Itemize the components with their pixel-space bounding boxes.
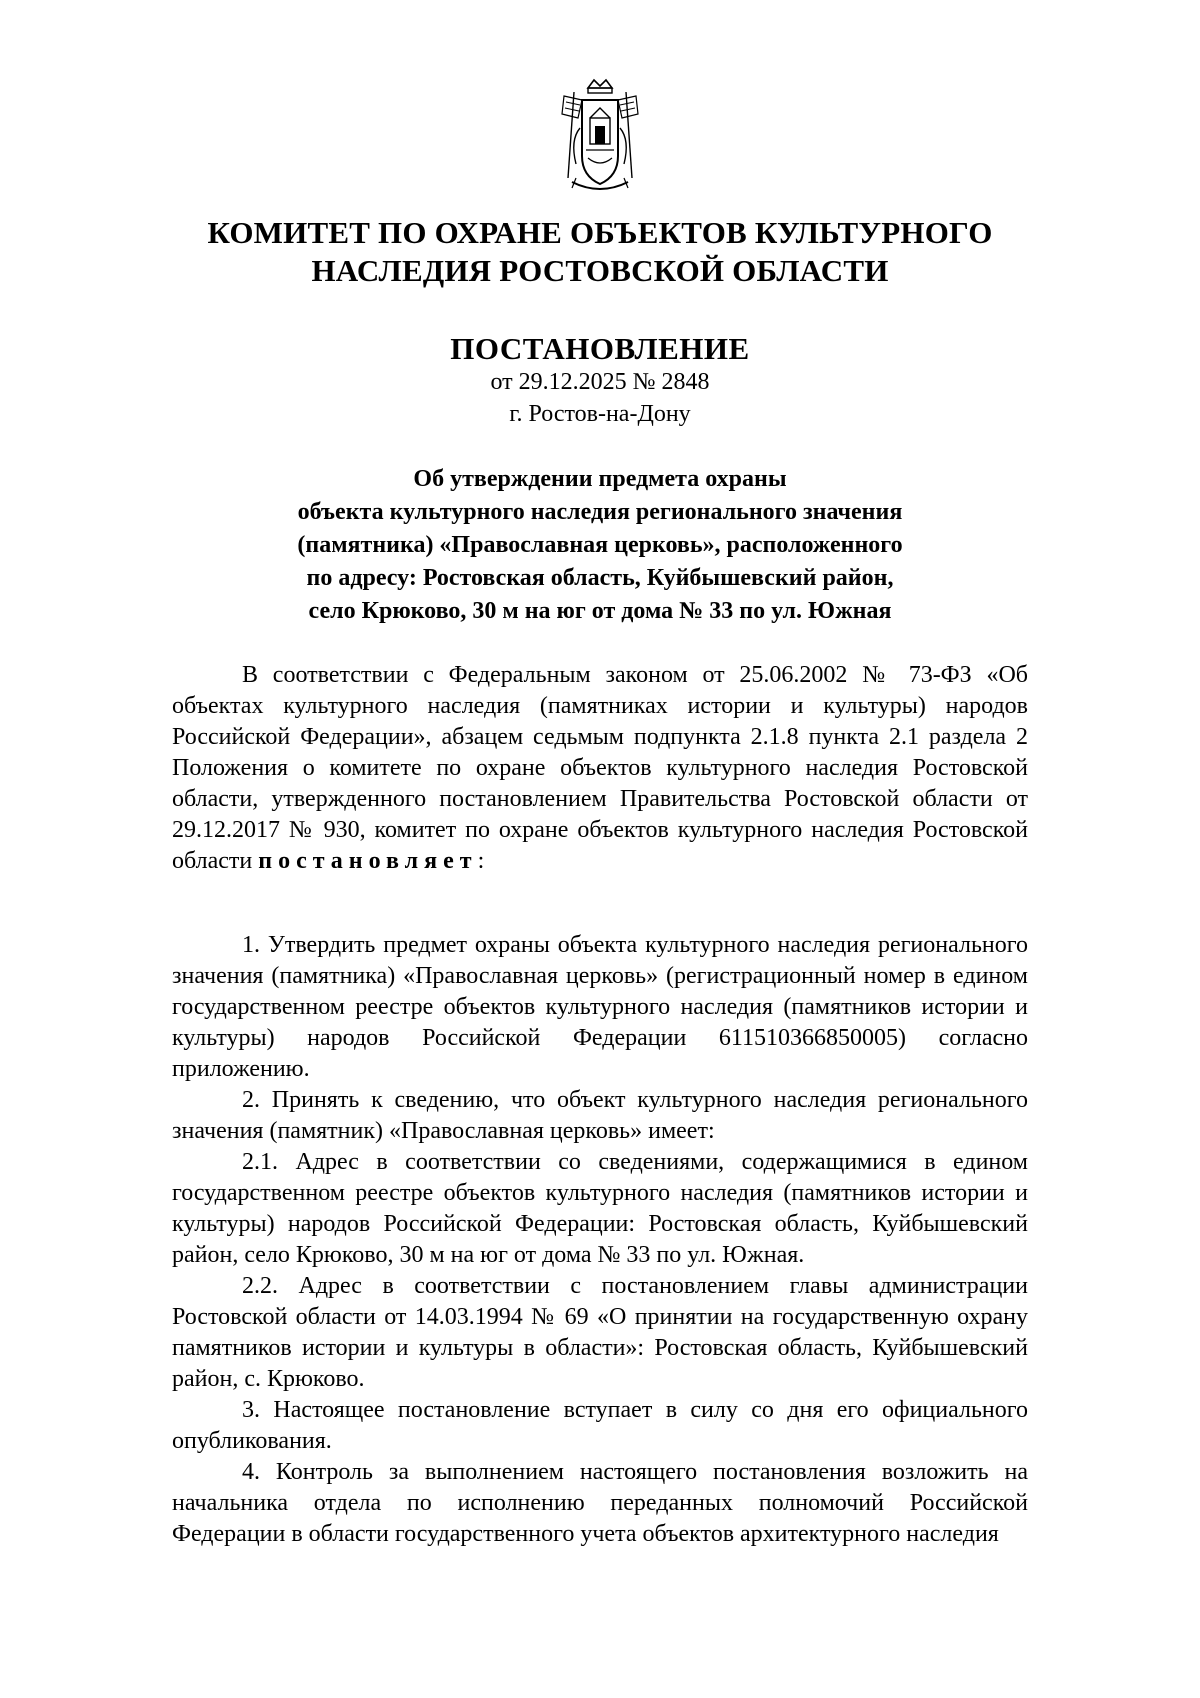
- document-number: от 29.12.2025 № 2848: [490, 369, 710, 395]
- header-title-line-2: НАСЛЕДИЯ РОСТОВСКОЙ ОБЛАСТИ: [311, 253, 889, 288]
- document-title-line-4: по адресу: Ростовская область, Куйбышевский район,: [306, 565, 894, 591]
- document-city: г. Ростов-на-Дону: [509, 401, 691, 427]
- decree-word: постановляет: [258, 848, 478, 874]
- resolution-item-3: 3. Настоящее постановление вступает в силу со дня его официального опубликования.: [172, 1397, 1028, 1454]
- header-title-line-1: КОМИТЕТ ПО ОХРАНЕ ОБЪЕКТОВ КУЛЬТУРНОГО: [207, 215, 993, 250]
- resolution-item-2-2: 2.2. Адрес в соответствии с постановлением главы администрации Ростовской области от 14.03.1994 № 69 «О принятии на государственную охрану памятников истории и культуры в области»: Ростовская область, Куйбышевский район, с. Крюково.: [172, 1273, 1028, 1392]
- document-title-line-5: село Крюково, 30 м на юг от дома № 33 по ул. Южная: [308, 598, 892, 624]
- preamble-paragraph: [172, 660, 1028, 877]
- preamble-colon: :: [477, 848, 485, 874]
- resolution-items: [172, 930, 1028, 1550]
- document-title-line-1: Об утверждении предмета охраны: [413, 466, 787, 492]
- preamble-text: В соответствии с Федеральным законом от 25.06.2002 № 73-ФЗ «Об объектах культурного наследия (памятниках истории и культуры) народов Российской Федерации», абзацем седьмым подпункта 2.1.8 пункта 2.1 раздела 2 Положения о комитете по охране объектов культурного наследия Ростовской области, утвержденного постановлением Правительства Ростовской области от 29.12.2017 № 930, комитет по охране объектов культурного наследия Ростовской области: [172, 662, 1028, 874]
- resolution-item-2-1: 2.1. Адрес в соответствии со сведениями, содержащимися в едином государственном реестре объектов культурного наследия (памятников истории и культуры) народов Российской Федерации: Ростовская область, Куйбышевский район, село Крюково, 30 м на юг от дома № 33 по ул. Южная.: [172, 1149, 1028, 1268]
- resolution-item-1: 1. Утвердить предмет охраны объекта культурного наследия регионального значения (памятника) «Православная церковь» (регистрационный номер в едином государственном реестре объектов культурного наследия (памятников истории и культуры) народов Российской Федерации 611510366850005) согласно приложению.: [172, 932, 1028, 1082]
- document-title-line-3: (памятника) «Православная церковь», расположенного: [297, 532, 903, 558]
- resolution-item-4: 4. Контроль за выполнением настоящего постановления возложить на начальника отдела по исполнению переданных полномочий Российской Федерации в области государственного учета объектов архитектурного наследия: [172, 1459, 1028, 1547]
- resolution-item-2: 2. Принять к сведению, что объект культурного наследия регионального значения (памятник) «Православная церковь» имеет:: [172, 1087, 1028, 1144]
- coat-of-arms-icon: [554, 78, 646, 198]
- document-type: ПОСТАНОВЛЕНИЕ: [450, 331, 750, 366]
- document-title-line-2: объекта культурного наследия регионального значения: [297, 499, 903, 525]
